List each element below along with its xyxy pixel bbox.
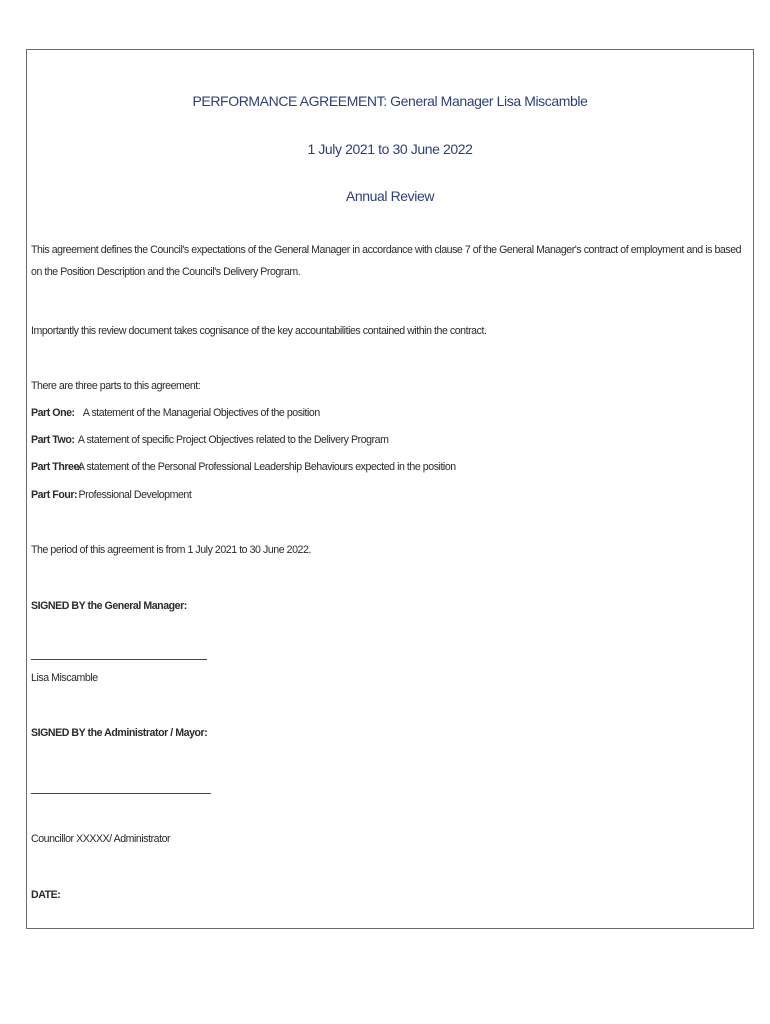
part-label: Part Four: <box>31 489 78 501</box>
part-item <box>31 484 191 506</box>
part-label: Part One: <box>31 407 75 419</box>
part-item <box>31 402 320 424</box>
part-text: Professional Development <box>78 489 192 501</box>
review-type-heading: Annual Review <box>345 188 435 204</box>
period-statement: The period of this agreement is from 1 July 2021 to 30 June 2022. <box>31 544 311 556</box>
mayor-signature-line <box>31 793 211 794</box>
cognisance-paragraph: Importantly this review document takes cognisance of the key accountabilities contained within the contract. <box>31 325 487 337</box>
document-title: PERFORMANCE AGREEMENT: General Manager Lisa Miscamble <box>192 93 588 109</box>
parts-intro: There are three parts to this agreement: <box>31 380 201 392</box>
date-label: DATE: <box>31 889 61 901</box>
mayor-name: Councillor XXXXX/ Administrator <box>31 833 171 845</box>
gm-signature-heading: SIGNED BY the General Manager: <box>31 600 187 612</box>
gm-name: Lisa Miscamble <box>31 672 98 684</box>
part-text: A statement of the Personal Professional Leadership Behaviours expected in the position <box>77 461 456 473</box>
agreement-period-heading: 1 July 2021 to 30 June 2022 <box>307 141 473 157</box>
gm-signature-line <box>31 659 207 660</box>
part-item <box>31 429 388 451</box>
mayor-signature-heading: SIGNED BY the Administrator / Mayor: <box>31 727 208 739</box>
part-text: A statement of specific Project Objectives related to the Delivery Program <box>77 434 389 446</box>
part-label: Part Three: <box>31 461 82 473</box>
intro-paragraph: This agreement defines the Council's expectations of the General Manager in accordance with clause 7 of the General Manager's contract of employment and is based on the Position Description and the Council's Delivery Program. <box>31 244 742 278</box>
part-label: Part Two: <box>31 434 75 446</box>
part-item <box>31 456 456 478</box>
document-page <box>26 49 754 929</box>
part-text: A statement of the Managerial Objectives of the position <box>82 407 320 419</box>
